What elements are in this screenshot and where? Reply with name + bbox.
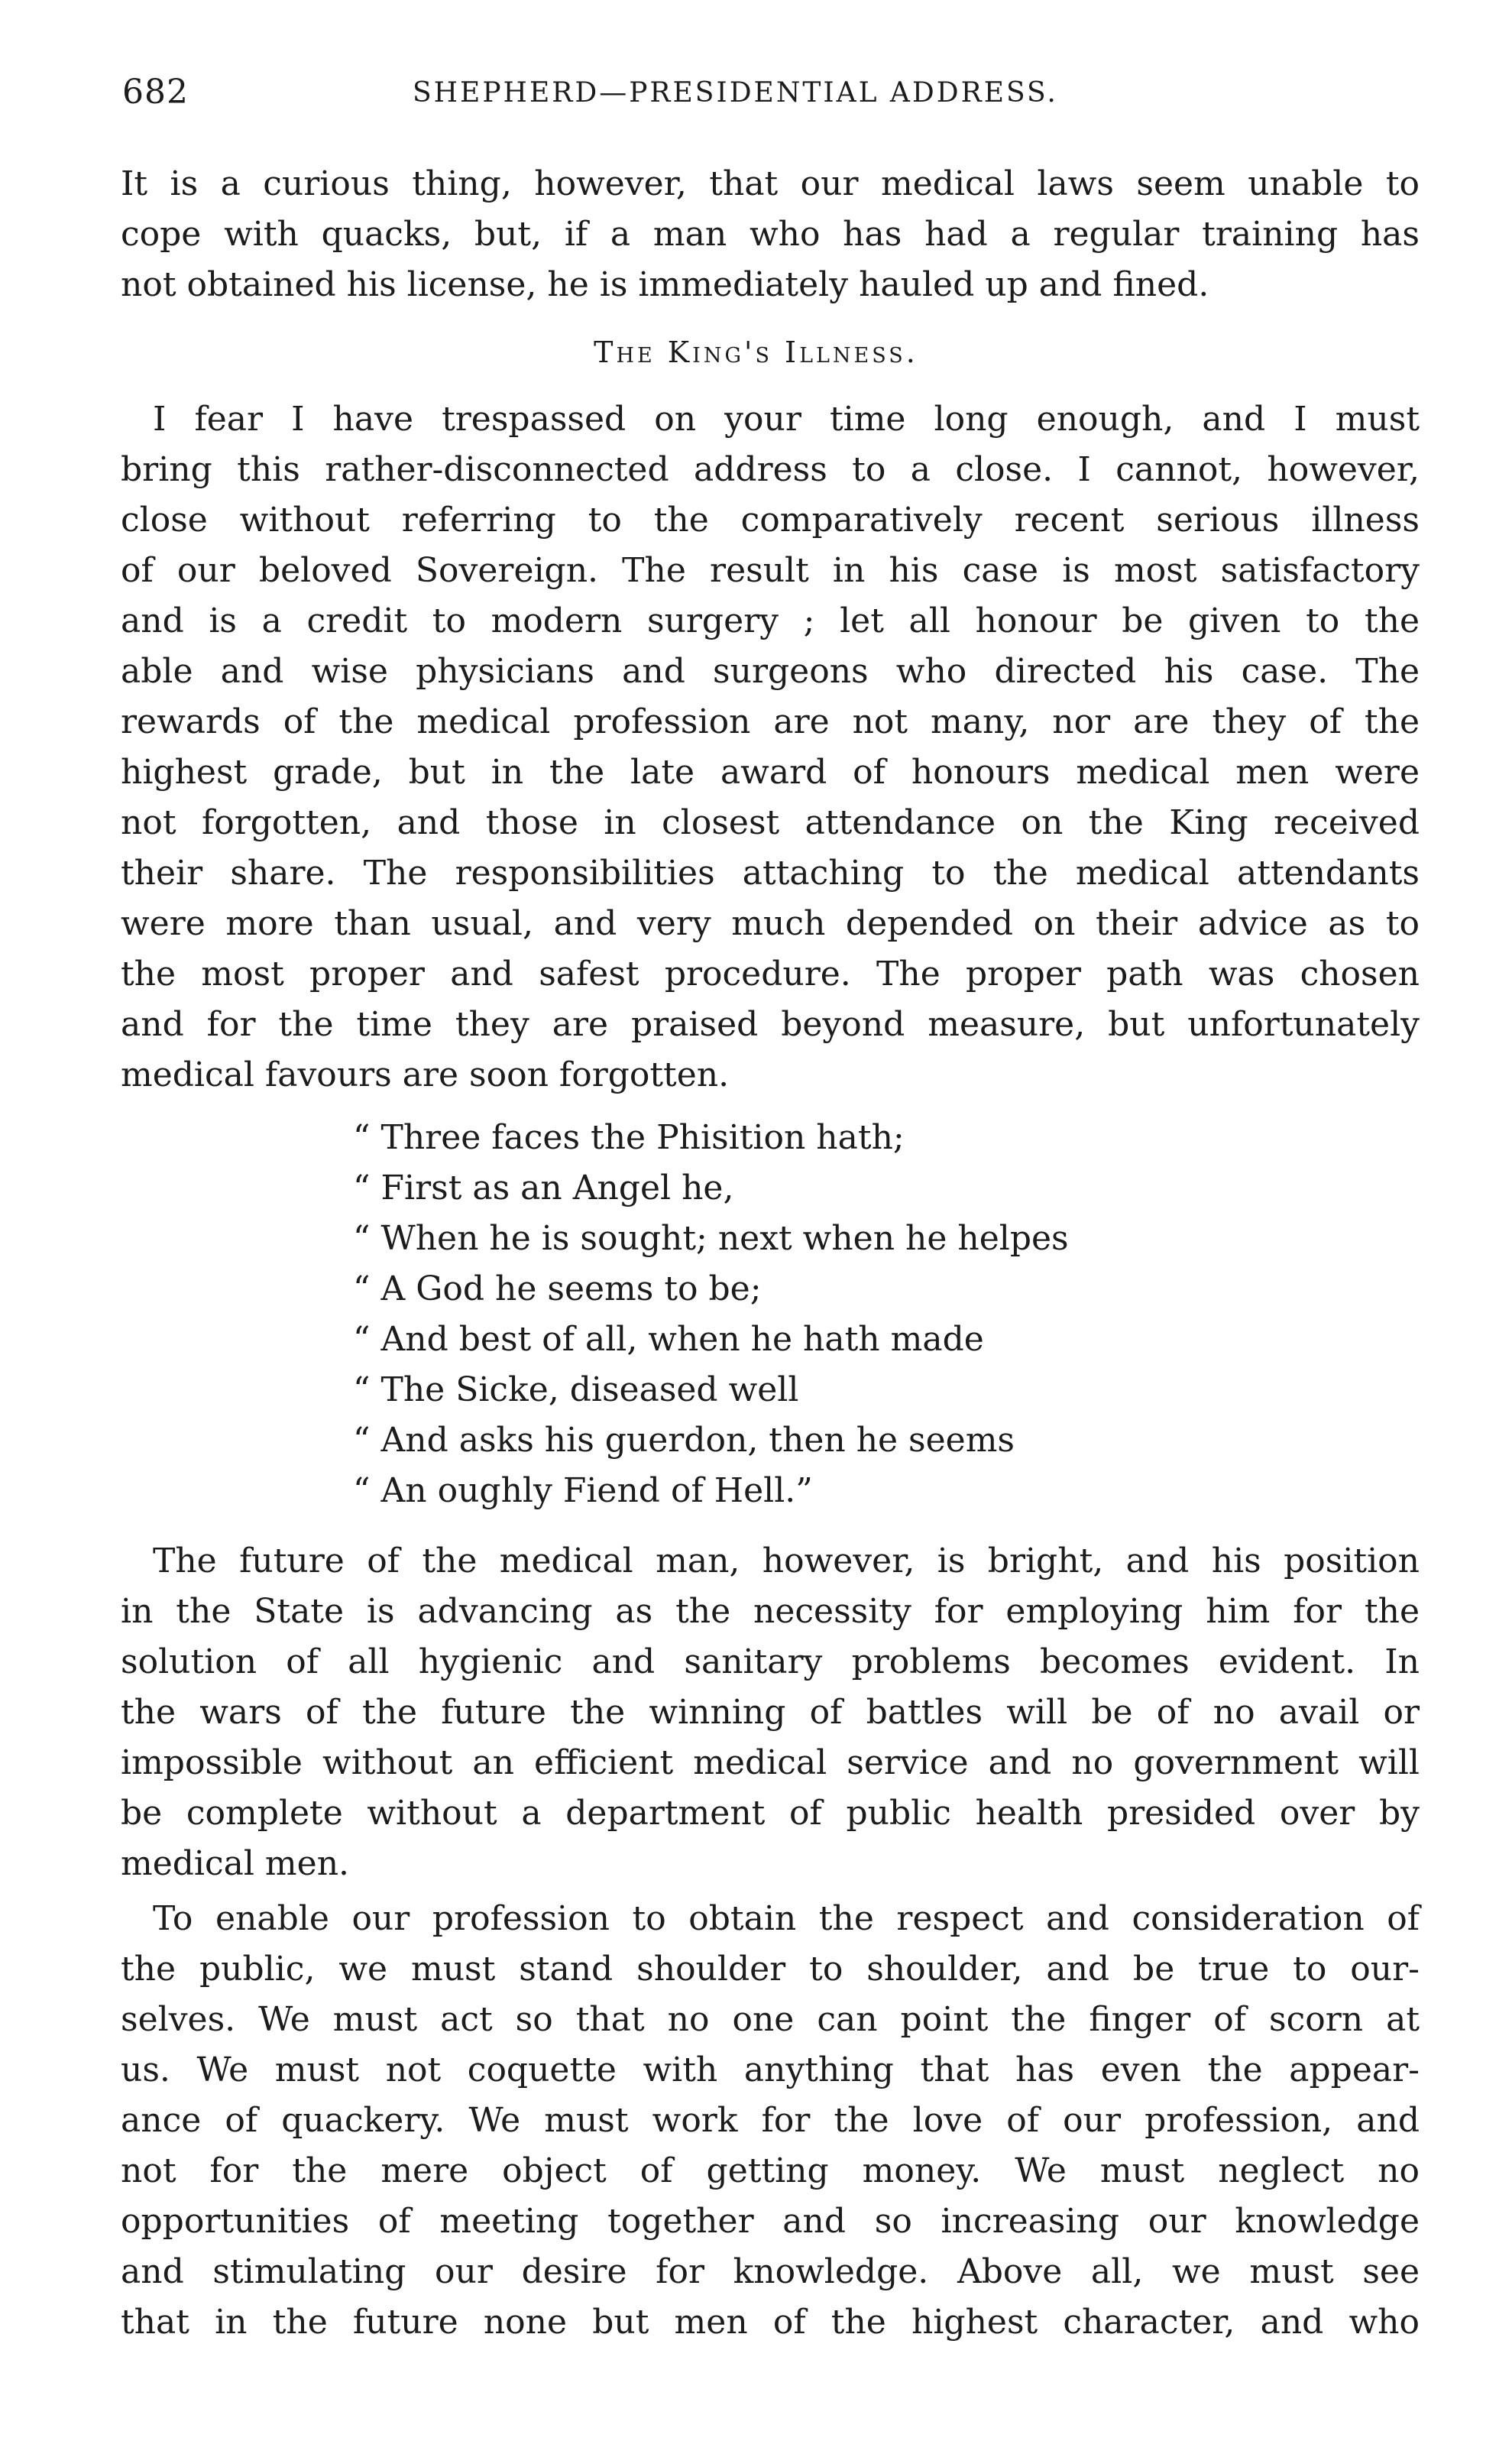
verse-line: “ An oughly Fiend of Hell.” (353, 1471, 813, 1510)
text-line: close without referring to the comparatively recent serious illness (121, 501, 1420, 540)
text-line: highest grade, but in the late award of honours medical men were (121, 753, 1420, 792)
text-line: selves. We must act so that no one can point the finger of scorn at (121, 2000, 1420, 2039)
text-line: impossible without an efficient medical service and no government will (121, 1743, 1420, 1782)
text-line: and for the time they are praised beyond measure, but unfortunately (121, 1005, 1420, 1044)
text-line: their share. The responsibilities attaching to the medical attendants (121, 854, 1420, 893)
text-line: us. We must not coquette with anything that has even the appear- (121, 2050, 1420, 2089)
text-line: in the State is advancing as the necessity for employing him for the (121, 1592, 1420, 1631)
text-line: the public, we must stand shoulder to shoulder, and be true to our- (121, 1950, 1420, 1989)
text-line: solution of all hygienic and sanitary problems becomes evident. In (121, 1642, 1420, 1681)
text-line: bring this rather-disconnected address to a close. I cannot, however, (121, 450, 1420, 489)
text-line: not obtained his license, he is immediately hauled up and fined. (121, 265, 1209, 304)
verse-line: “ When he is sought; next when he helpes (353, 1219, 1069, 1258)
text-line: that in the future none but men of the highest character, and who (121, 2303, 1420, 2342)
text-line: the most proper and safest procedure. The proper path was chosen (121, 955, 1420, 994)
verse-line: “ And asks his guerdon, then he seems (353, 1421, 1015, 1460)
text-line: It is a curious thing, however, that our medical laws seem unable to (121, 164, 1420, 203)
verse-line: “ Three faces the Phisition hath; (353, 1118, 905, 1157)
text-line: cope with quacks, but, if a man who has had a regular training has (121, 215, 1420, 254)
verse-line: “ First as an Angel he, (353, 1169, 734, 1208)
text-line: I fear I have trespassed on your time long enough, and I must (153, 400, 1420, 439)
text-line: be complete without a department of public health presided over by (121, 1794, 1420, 1833)
text-line: medical men. (121, 1844, 350, 1883)
page-number: 682 (122, 73, 189, 112)
text-line: and is a credit to modern surgery ; let all honour be given to the (121, 601, 1420, 640)
text-line: of our beloved Sovereign. The result in his case is most satisfactory (121, 551, 1420, 590)
text-line: the wars of the future the winning of battles will be of no avail or (121, 1693, 1420, 1732)
text-line: medical favours are soon forgotten. (121, 1055, 730, 1094)
text-line: not for the mere object of getting money. We must neglect no (121, 2151, 1420, 2190)
text-line: rewards of the medical profession are not many, nor are they of the (121, 702, 1420, 741)
verse-line: “ And best of all, when he hath made (353, 1320, 984, 1359)
text-line: were more than usual, and very much depended on their advice as to (121, 904, 1420, 943)
text-line: able and wise physicians and surgeons who directed his case. The (121, 652, 1420, 691)
text-line: ance of quackery. We must work for the love of our profession, and (121, 2101, 1420, 2140)
text-line: The future of the medical man, however, is bright, and his position (153, 1541, 1420, 1580)
text-line: not forgotten, and those in closest attendance on the King received (121, 803, 1420, 842)
page-header (122, 73, 1421, 118)
text-line: opportunities of meeting together and so increasing our knowledge (121, 2202, 1420, 2241)
verse-line: “ A God he seems to be; (353, 1269, 762, 1308)
section-heading: The King's Illness. (594, 336, 918, 369)
text-line: and stimulating our desire for knowledge. Above all, we must see (121, 2252, 1420, 2291)
running-head: SHEPHERD—PRESIDENTIAL ADDRESS. (413, 77, 1058, 109)
verse-line: “ The Sicke, diseased well (353, 1370, 799, 1409)
text-line: To enable our profession to obtain the respect and consideration of (153, 1899, 1420, 1938)
